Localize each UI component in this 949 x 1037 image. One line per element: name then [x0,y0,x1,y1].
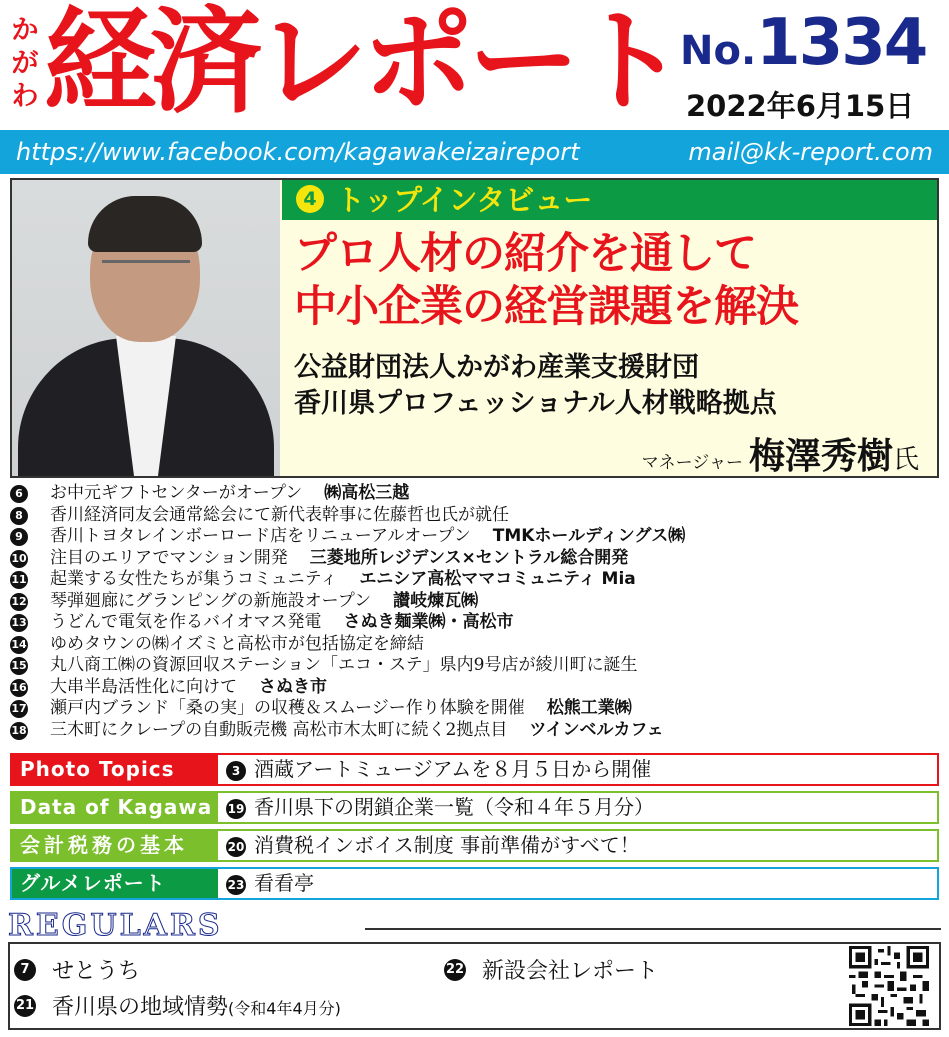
links-bar [0,130,949,174]
facebook-link[interactable]: https://www.facebook.com/kagawakeizaireport [16,138,580,166]
feature-headline: プロ人材の紹介を通して 中小企業の経営課題を解決 [294,229,798,332]
masthead [0,0,949,128]
page-number-badge: 20 [226,837,246,857]
list-item[interactable]: 15 丸八商工㈱の資源回収ステーション「エコ・ステ」県内9号店が綾川町に誕生 [11,655,638,675]
qr-code-icon[interactable] [849,946,929,1026]
section-gourmet-report[interactable]: グルメレポート 23 看看亭 [10,867,939,900]
list-item[interactable]: 8 香川経済同友会通常総会にて新代表幹事に佐藤哲也氏が就任 [10,505,940,527]
feature-section-ribbon: 4 トップインタビュー [282,180,937,220]
page-number-badge: 4 [296,185,324,213]
list-item[interactable]: 13 うどんで電気を作るバイオマス発電 さぬき麺業㈱・高松市 [11,612,514,632]
feature-interview [10,178,939,478]
feature-organization: 公益財団法人かがわ産業支援財団 香川県プロフェッショナル人材戦略拠点 [294,352,777,419]
issue-number: No.1334 [680,6,927,80]
section-photo-topics[interactable]: Photo Topics 3 酒蔵アートミュージアムを８月５日から開催 [10,753,939,786]
page-number-badge: 3 [226,761,246,781]
list-item[interactable]: 11 起業する女性たちが集うコミュニティ エニシア高松ママコミュニティ Mia [11,569,636,589]
regular-item[interactable]: 21 香川県の地域情勢(令和4年4月分) [15,995,341,1020]
regular-item[interactable]: 22 新設会社レポート [445,959,659,984]
regulars-box [8,942,941,1030]
section-accounting-basics[interactable]: 会計税務の基本 20 消費税インボイス制度 事前準備がすべて！ [10,829,939,862]
portrait-photo [12,180,280,476]
list-item[interactable]: 14 ゆめタウンの㈱イズミと高松市が包括協定を締結 [11,633,424,654]
list-item[interactable]: 18 三木町にクレープの自動販売機 高松市木太町に続く2拠点目 ツインベルカフェ [11,719,664,740]
regular-item[interactable]: 7 せとうち [14,954,140,985]
masthead-kana: か が わ [11,15,39,112]
list-item[interactable]: 16 大串半島活性化に向けて さぬき市 [11,676,327,697]
list-item[interactable]: 6 お中元ギフトセンターがオープン ㈱高松三越 [10,483,940,505]
list-item[interactable]: 10 注目のエリアでマンション開発 三菱地所レジデンス×セントラル総合開発 [11,547,629,568]
list-item[interactable]: 12 琴弾廻廊にグランピングの新施設オープン 讃岐煉瓦㈱ [11,590,479,611]
contents-list [10,483,940,741]
issue-date: 2022年6月15日 [686,89,915,123]
section-data-of-kagawa[interactable]: Data of Kagawa 19 香川県下の閉鎖企業一覧（令和４年５月分） [10,791,939,824]
email-link[interactable]: mail@kk-report.com [688,138,933,166]
list-item[interactable]: 17 瀬戸内ブランド「桑の実」の収穫＆スムージー作り体験を開催 松熊工業㈱ [11,698,632,718]
page-number-badge: 23 [226,875,246,895]
page-number-badge: 19 [226,799,246,819]
feature-person: マネージャー 梅澤秀樹氏 [641,436,919,477]
divider [365,928,941,930]
list-item[interactable]: 9 香川トヨタレインボーロード店をリニューアルオープン TMKホールディングス㈱ [10,526,940,548]
regulars-title: REGULARS [8,908,223,943]
masthead-title: 経済レポート [44,0,680,127]
